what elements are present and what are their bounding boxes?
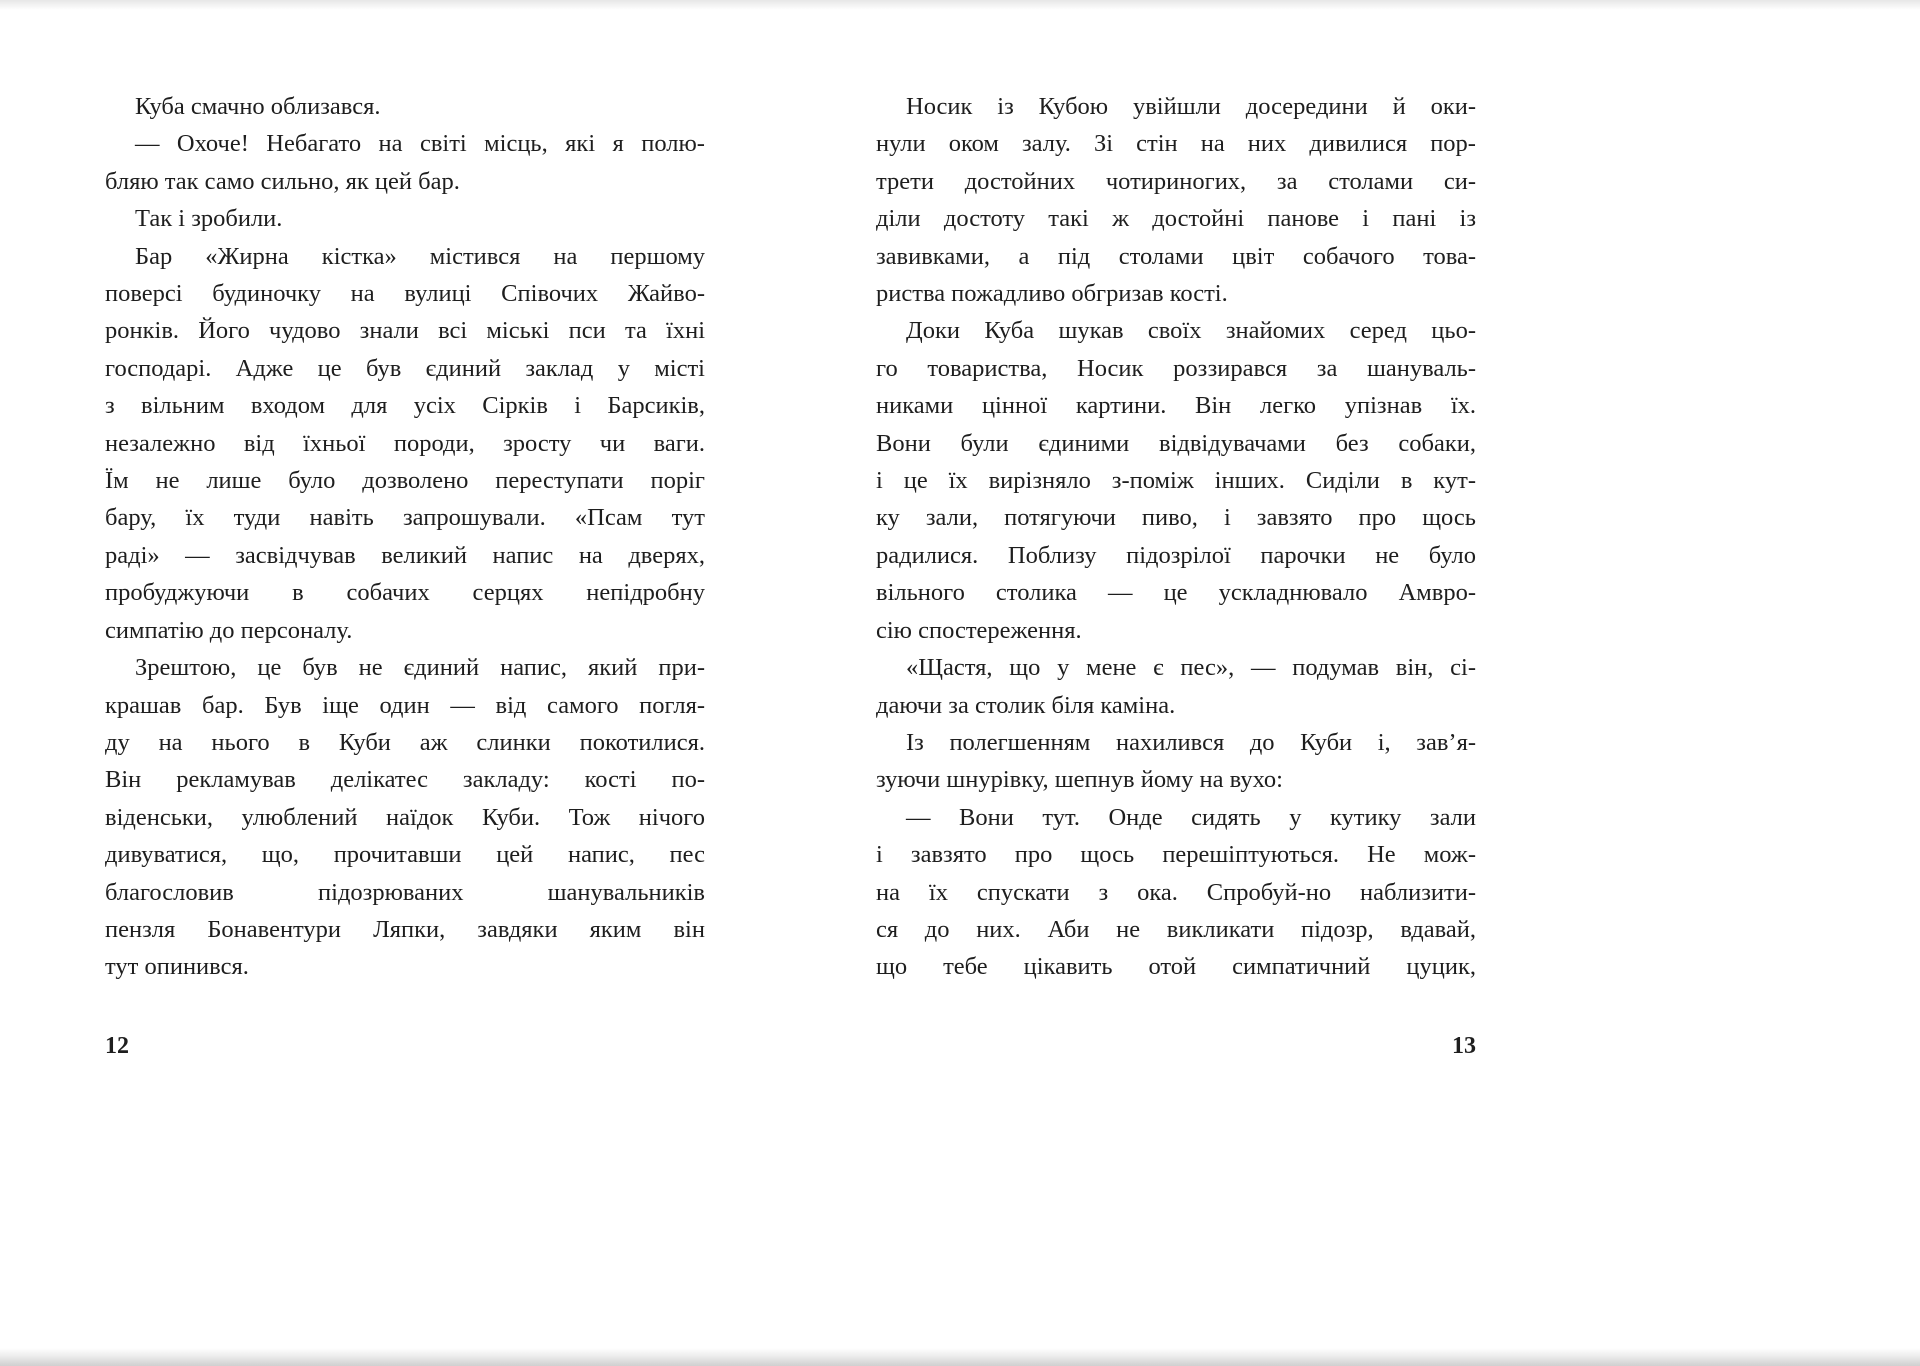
text-line: і це їх вирізняло з-поміж інших. Сиділи в кут- bbox=[876, 467, 1476, 495]
text-line: Носик із Кубою увійшли досередини й оки- bbox=[906, 93, 1477, 120]
text-line: ку зали, потягуючи пиво, і завзято про щось bbox=[876, 504, 1476, 532]
text-line: Куба смачно облизався. bbox=[135, 93, 381, 120]
text-line: незалежно від їхньої породи, зросту чи ваги. bbox=[105, 429, 705, 457]
text-line: риства пожадливо обгризав кості. bbox=[876, 280, 1228, 308]
text-line: діли достоту такі ж достойні панове і пані із bbox=[876, 205, 1477, 233]
text-line: завивками, а під столами цвіт собачого това- bbox=[876, 242, 1476, 270]
text-line: даючи за столик біля каміна. bbox=[876, 691, 1176, 719]
text-line: тут опинився. bbox=[105, 953, 249, 981]
text-line: раді» — засвідчував великий напис на дверях, bbox=[105, 541, 705, 569]
text-line: Із полегшенням нахилився до Куби і, зав’я- bbox=[906, 728, 1476, 756]
text-line: віденськи, улюблений наїдок Куби. Тож нічого bbox=[105, 803, 705, 831]
text-line: крашав бар. Був іще один — від самого погля- bbox=[105, 691, 705, 719]
text-line: що тебе цікавить отой симпатичний цуцик, bbox=[876, 953, 1476, 981]
text-line: трети достойних чотириногих, за столами си- bbox=[876, 167, 1477, 195]
text-line: радилися. Поблизу підозрілої парочки не було bbox=[876, 541, 1476, 569]
text-line: благословив підозрюваних шанувальників bbox=[105, 878, 705, 906]
text-line: Так і зробили. bbox=[135, 205, 283, 233]
text-line: господарі. Адже це був єдиний заклад у місті bbox=[105, 354, 705, 382]
text-line: сію спостереження. bbox=[876, 616, 1082, 644]
text-line: — Вони тут. Онде сидять у кутику зали bbox=[906, 803, 1477, 831]
text-line: вільного столика — це ускладнювало Амвро- bbox=[876, 579, 1477, 607]
text-line: пробуджуючи в собачих серцях непідробну bbox=[105, 579, 705, 607]
text-line: Їм не лише було дозволено переступати поріг bbox=[105, 467, 705, 495]
text-line: Бар «Жирна кістка» містився на першому bbox=[135, 242, 706, 270]
scan-edge-top bbox=[0, 0, 1920, 10]
scan-edge-bottom bbox=[0, 1348, 1920, 1366]
page-number-right: 13 bbox=[1452, 1033, 1476, 1059]
text-line: і завзято про щось перешіптуються. Не мож- bbox=[876, 841, 1476, 869]
text-line: пензля Бонавентури Ляпки, завдяки яким він bbox=[105, 915, 705, 943]
text-line: Зрештою, це був не єдиний напис, який при- bbox=[135, 654, 706, 682]
text-line: бляю так само сильно, як цей бар. bbox=[105, 167, 460, 195]
text-line: зуючи шнурівку, шепнув йому на вухо: bbox=[876, 766, 1283, 794]
text-line: на їх спускати з ока. Спробуй-но наблизити- bbox=[876, 878, 1477, 906]
book-page-left bbox=[105, 88, 705, 986]
text-line: го товариства, Носик роззирався за шануваль- bbox=[876, 354, 1477, 382]
text-line: ронків. Його чудово знали всі міські пси та їхні bbox=[105, 317, 706, 345]
page-number-left: 12 bbox=[105, 1033, 129, 1059]
text-line: Він рекламував делікатес закладу: кості по- bbox=[105, 766, 705, 794]
text-line: бару, їх туди навіть запрошували. «Псам тут bbox=[105, 504, 705, 532]
text-line: «Щастя, що у мене є пес», — подумав він, сі- bbox=[906, 654, 1476, 682]
text-line: Доки Куба шукав своїх знайомих серед цьо- bbox=[906, 317, 1476, 345]
text-line: нули оком залу. Зі стін на них дивилися пор- bbox=[876, 130, 1476, 158]
text-line: — Охоче! Небагато на світі місць, які я полю- bbox=[135, 130, 705, 158]
text-line: никами цінної картини. Він легко упізнав їх. bbox=[876, 392, 1477, 420]
text-line: дивуватися, що, прочитавши цей напис, пес bbox=[105, 841, 705, 869]
text-line: Вони були єдиними відвідувачами без собаки, bbox=[876, 429, 1476, 457]
text-line: ду на нього в Куби аж слинки покотилися. bbox=[105, 728, 705, 756]
book-page-right bbox=[876, 88, 1476, 986]
text-line: з вільним входом для усіх Сірків і Барсиків, bbox=[105, 392, 705, 420]
text-line: поверсі будиночку на вулиці Співочих Жайво- bbox=[105, 280, 705, 308]
text-line: симпатію до персоналу. bbox=[105, 616, 353, 644]
text-line: ся до них. Аби не викликати підозр, вдавай, bbox=[876, 915, 1476, 943]
